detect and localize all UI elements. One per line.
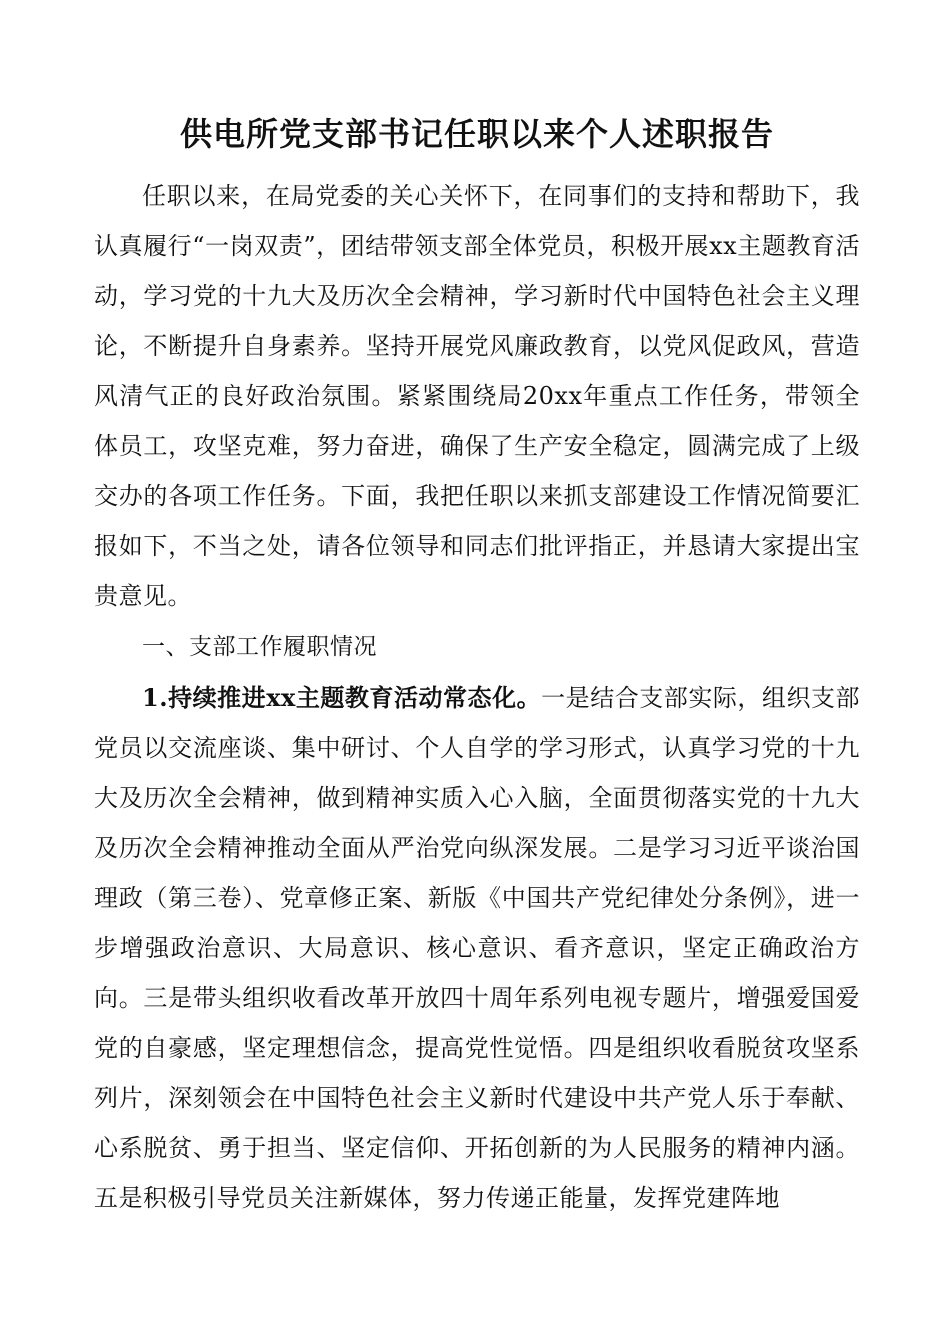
section-heading: 一、支部工作履职情况 bbox=[142, 634, 377, 660]
document-title: 供电所党支部书记任职以来个人述职报告 bbox=[179, 115, 774, 153]
item-lead: 1.持续推进xx主题教育活动常态化。 bbox=[142, 683, 542, 712]
item-body: 一是结合支部实际，组织支部党员以交流座谈、集中研讨、个人自学的学习形式，认真学习党的十九大及历次全会精神，做到精神实质入心入脑，全面贯彻落实党的十九大及历次全会精神推动全面从严治党向纵深发展。二是学习习近平谈治国理政（第三卷）、党章修正案、新版《中国共产党纪律处分条例》，进一步增强政治意识、大局意识、核心意识、看齐意识，坚定正确政治方向。三是带头组织收看改革开放四十周年系列电视专题片，增强爱国爱党的自豪感，坚定理想信念，提高党性觉悟。四是组织收看脱贫攻坚系列片，深刻领会在中国特色社会主义新时代建设中共产党人乐于奉献、心系脱贫、勇于担当、坚定信仰、开拓创新的为人民服务的精神内涵。五是积极引导党员关注新媒体，努力传递正能量，发挥党建阵地 bbox=[94, 684, 861, 1212]
item-paragraph bbox=[94, 673, 860, 1223]
intro-paragraph: 任职以来，在局党委的关心关怀下，在同事们的支持和帮助下，我认真履行“一岗双责”，团结带领支部全体党员，积极开展xx主题教育活动，学习党的十九大及历次全会精神，学习新时代中国特色社会主义理论，不断提升自身素养。坚持开展党风廉政教育，以党风促政风，营造风清气正的良好政治氛围。紧紧围绕局20xx年重点工作任务，带领全体员工，攻坚克难，努力奋进，确保了生产安全稳定，圆满完成了上级交办的各项工作任务。下面，我把任职以来抓支部建设工作情况简要汇报如下，不当之处，请各位领导和同志们批评指正，并恳请大家提出宝贵意见。 bbox=[94, 182, 860, 610]
document-page bbox=[94, 104, 860, 1223]
